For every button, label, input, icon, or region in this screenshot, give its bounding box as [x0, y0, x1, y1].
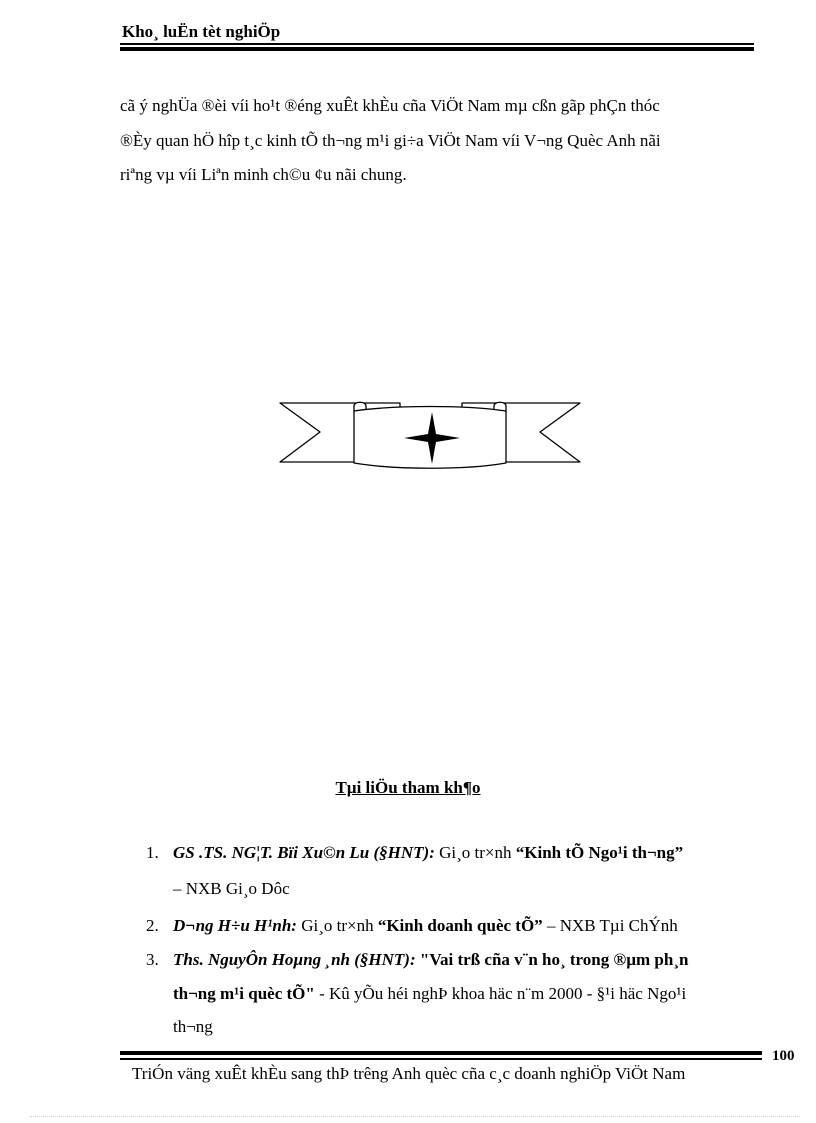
reference-book: th¬ng m¹i quèc tÕ": [173, 984, 315, 1003]
reference-book: “Kinh tÕ Ngo¹i th¬ng”: [515, 843, 684, 862]
list-item: [146, 916, 678, 936]
reference-author: GS .TS. NG¦T. Bïi Xu©n Lu (§HNT):: [173, 843, 435, 862]
reference-text: Gi¸o tr×nh: [296, 916, 378, 935]
paragraph-line: cã ý nghÜa ®èi víi ho¹t ®éng xuÊt khÈu cña ViÖt Nam mµ cßn gãp phÇn thóc: [120, 96, 660, 115]
body-paragraph: [120, 89, 756, 193]
page-footer-title: TriÓn väng xuÊt khÈu sang thÞ trêng Anh quèc cña c¸c doanh nghiÖp ViÖt Nam: [132, 1064, 686, 1083]
paragraph-line: ®Èy quan hÖ hîp t¸c kinh tÕ th¬ng m¹i gi÷a ViÖt Nam víi V¬ng Quèc Anh nãi: [120, 130, 661, 150]
reference-book: "Vai trß cña v¨n ho¸ trong ®µm ph¸n: [415, 950, 689, 969]
footer-rule-thick: [120, 1051, 762, 1055]
reference-text: – NXB Tµi ChÝnh: [542, 916, 678, 935]
list-item-number: 2.: [146, 916, 159, 935]
reference-author: Ths. NguyÔn Hoµng ¸nh (§HNT):: [173, 950, 416, 969]
list-item-number: 3.: [146, 950, 159, 969]
ribbon-star-ornament: [276, 398, 584, 470]
reference-text: - Kû yÕu héi nghÞ khoa häc n¨m 2000 - §¹i häc Ngo¹i: [314, 984, 687, 1003]
page-number: 100: [772, 1048, 795, 1064]
reference-book: “Kinh doanh quèc tÕ”: [377, 916, 543, 935]
page-boundary-line: [30, 1116, 800, 1117]
reference-text: Gi¸o tr×nh: [434, 843, 516, 862]
list-item-number: 1.: [146, 843, 159, 862]
page-header-title: Kho¸ luËn tèt nghiÖp: [122, 22, 281, 41]
reference-text: – NXB Gi¸o Dôc: [173, 879, 290, 898]
references-heading: Tµi liÖu tham kh¶o: [335, 778, 481, 797]
reference-author: D¬ng H÷u H¹nh:: [173, 916, 297, 935]
list-item: [146, 843, 683, 863]
reference-text: [173, 984, 686, 1004]
footer-rule-thin: [120, 1058, 762, 1060]
reference-text: th¬ng: [173, 1017, 213, 1036]
list-item: [146, 950, 688, 970]
paragraph-line: riªng vµ víi Liªn minh ch©u ¢u nãi chung.: [120, 165, 407, 184]
header-rule-thick: [120, 47, 754, 51]
header-rule-thin: [120, 43, 754, 45]
